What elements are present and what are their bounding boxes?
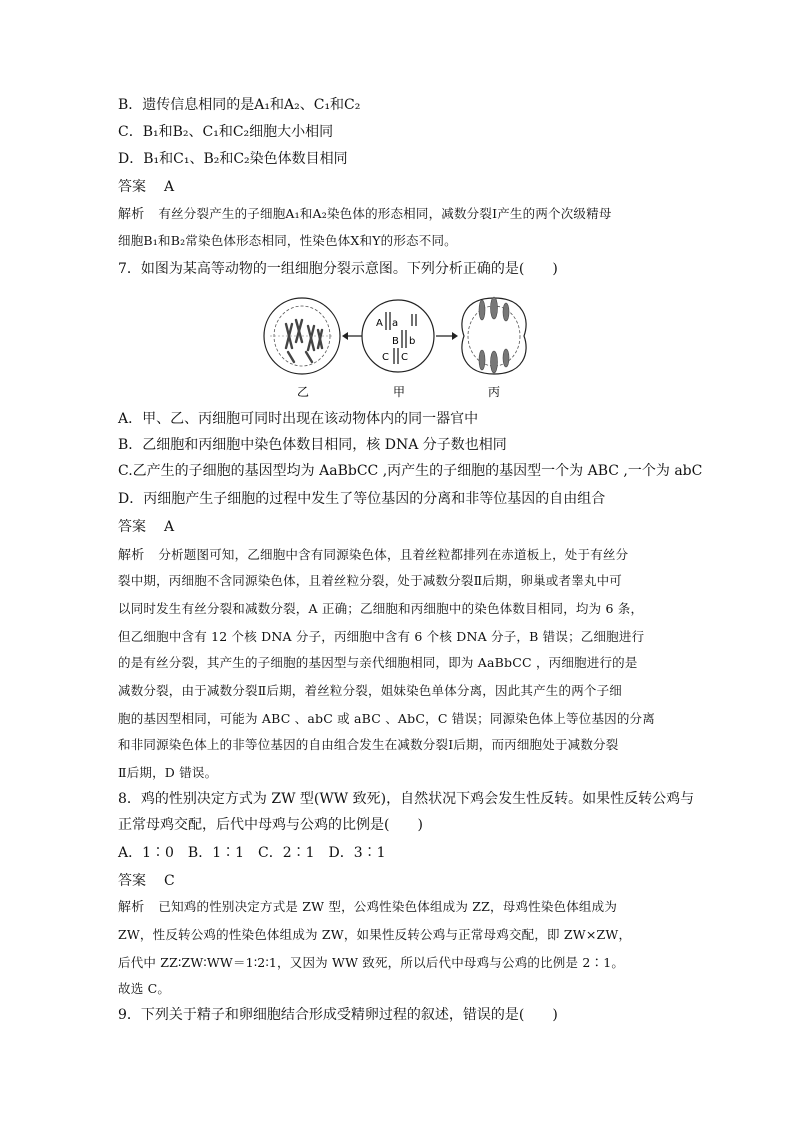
q7-explanation-line: 但乙细胞中含有 12 个核 DNA 分子，丙细胞中含有 6 个核 DNA 分子，B 错误；乙细胞进行 (118, 629, 645, 644)
answer-value: C (164, 873, 175, 889)
q7-explanation-line: 裂中期，丙细胞不含同源染色体，且着丝粒分裂，处于减数分裂Ⅱ后期，卵巢或者睾丸中可 (118, 573, 622, 588)
answer-label: 答案 (118, 873, 146, 889)
label-jia: 甲 (393, 385, 406, 399)
explanation-text: 已知鸡的性别决定方式是 ZW 型，公鸡性染色体组成为 ZZ，母鸡性染色体组成为 (158, 899, 618, 914)
q8-answer (118, 872, 175, 890)
gene-C1-label: C (382, 352, 389, 363)
q6-option-c: C．B₁和B₂、C₁和C₂细胞大小相同 (118, 124, 334, 140)
explanation-text: 有丝分裂产生的子细胞A₁和A₂染色体的形态相同，减数分裂Ⅰ产生的两个次级精母 (158, 206, 612, 221)
q6-option-b: B．遗传信息相同的是A₁和A₂、C₁和C₂ (118, 97, 361, 113)
q8-stem-line: 8．鸡的性别决定方式为 ZW 型(WW 致死)，自然状况下鸡会发生性反转。如果性反转公鸡与 (118, 791, 695, 807)
q7-explanation-line: Ⅱ后期，D 错误。 (118, 765, 218, 780)
q6-explanation-line: 细胞B₁和B₂常染色体形态相同，性染色体X和Y的形态不同。 (118, 233, 457, 248)
q7-explanation-line: 减数分裂，由于减数分裂Ⅱ后期，着丝粒分裂，姐妹染色单体分离，因此其产生的两个子细 (118, 683, 622, 698)
q7-option-a: A．甲、乙、丙细胞可同时出现在该动物体内的同一器官中 (118, 411, 479, 427)
q7-option-c: C.乙产生的子细胞的基因型均为 AaBbCC ,丙产生的子细胞的基因型一个为 ABC ,一个为 abC (118, 463, 703, 479)
cell-division-figure (262, 290, 534, 402)
q8-explanation-line: 故选 C。 (118, 981, 171, 996)
explanation-label: 解析 (118, 207, 145, 222)
label-bing: 丙 (488, 385, 501, 399)
q6-explanation-line (118, 205, 612, 224)
q6-option-d: D．B₁和C₁、B₂和C₂染色体数目相同 (118, 151, 348, 167)
arrow-right (436, 332, 458, 340)
label-yi: 乙 (297, 385, 310, 399)
q7-answer (118, 518, 174, 536)
gene-b-label: b (409, 336, 416, 347)
q7-explanation-line: 以同时发生有丝分裂和减数分裂，A 正确；乙细胞和丙细胞中的染色体数目相同，均为 6 条， (118, 601, 644, 616)
gene-A-label: A (376, 318, 383, 329)
answer-label: 答案 (118, 179, 146, 195)
q7-explanation-line: 和非同源染色体上的非等位基因的自由组合发生在减数分裂Ⅰ后期，而丙细胞处于减数分裂 (118, 737, 619, 752)
q7-option-b: B．乙细胞和丙细胞中染色体数目相同，核 DNA 分子数也相同 (118, 437, 507, 453)
gene-C2-label: C (401, 352, 408, 363)
explanation-label: 解析 (118, 900, 145, 915)
q8-options: A．1∶0 B．1∶1 C．2∶1 D．3∶1 (118, 845, 386, 861)
cell-yi (264, 298, 340, 374)
q7-explanation-line: 胞的基因型相同，可能为 ABC 、abC 或 aBC 、AbC，C 错误；同源染色体上等位基因的分离 (118, 711, 655, 726)
q7-option-d: D．丙细胞产生子细胞的过程中发生了等位基因的分离和非等位基因的自由组合 (118, 491, 606, 507)
answer-label: 答案 (118, 519, 146, 535)
answer-value: A (164, 179, 175, 195)
cell-bing (462, 297, 526, 374)
q8-explanation-line (118, 898, 617, 917)
arrow-left (342, 332, 362, 340)
answer-value: A (164, 519, 175, 535)
explanation-label: 解析 (118, 548, 145, 563)
q8-explanation-line: 后代中 ZZ∶ZW∶WW＝1∶2∶1，又因为 WW 致死，所以后代中母鸡与公鸡的比例是 2∶1。 (118, 955, 625, 970)
q6-answer (118, 178, 174, 196)
cell-jia (362, 300, 434, 372)
gene-B-label: B (392, 336, 399, 347)
q7-explanation-line (118, 546, 628, 565)
q9-stem: 9．下列关于精子和卵细胞结合形成受精卵过程的叙述，错误的是( ) (118, 1007, 558, 1023)
q8-explanation-line: ZW，性反转公鸡的性染色体组成为 ZW，如果性反转公鸡与正常母鸡交配，即 ZW×ZW， (118, 927, 632, 942)
explanation-text: 分析题图可知，乙细胞中含有同源染色体，且着丝粒都排列在赤道板上，处于有丝分 (158, 547, 629, 562)
q7-stem: 7．如图为某高等动物的一组细胞分裂示意图。下列分析正确的是( ) (118, 261, 558, 277)
q8-stem-line: 正常母鸡交配，后代中母鸡与公鸡的比例是( ) (118, 817, 423, 833)
q7-explanation-line: 的是有丝分裂，其产生的子细胞的基因型与亲代细胞相同，即为 AaBbCC ，丙细胞进行的是 (118, 655, 638, 670)
gene-a-label: a (392, 318, 399, 329)
